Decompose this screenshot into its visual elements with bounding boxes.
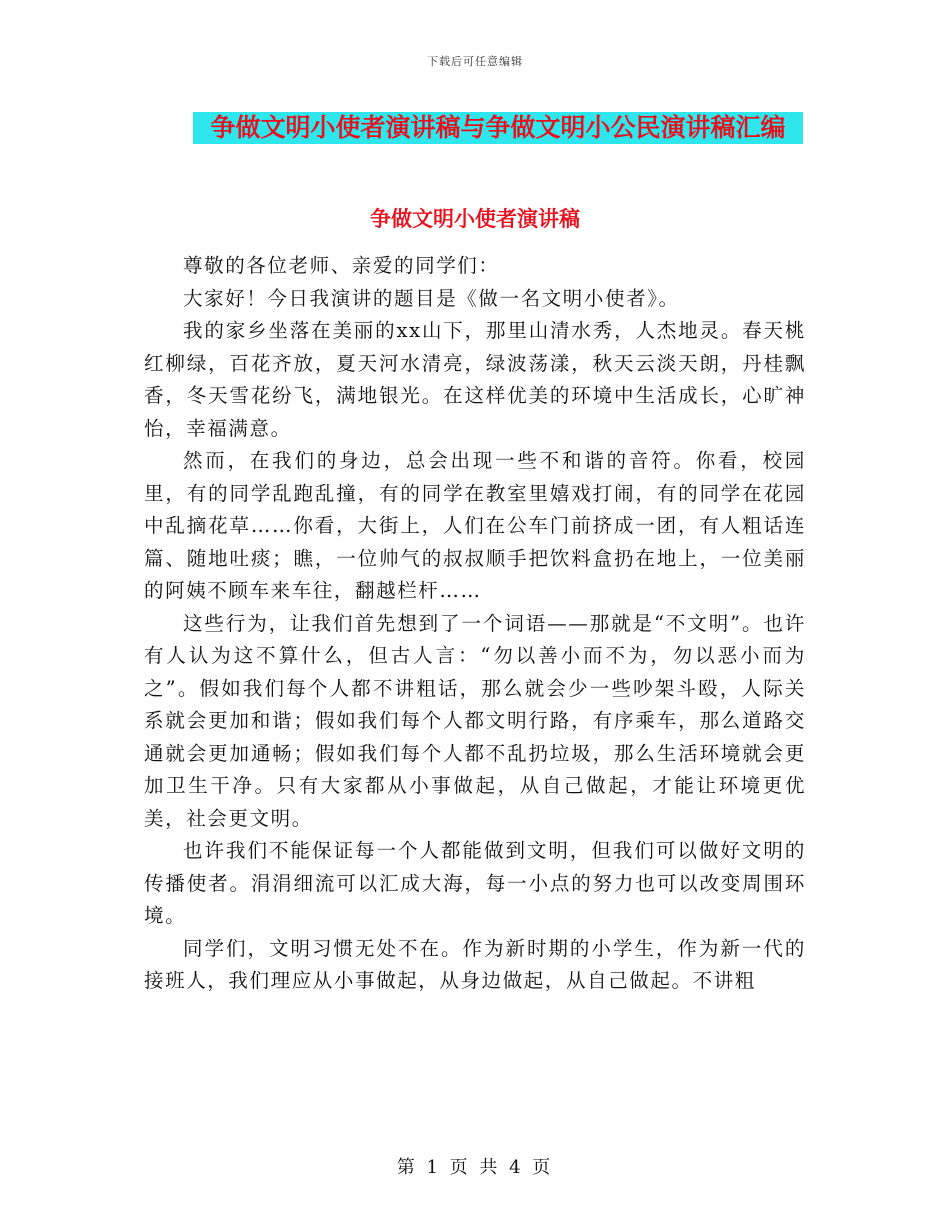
section-title: 争做文明小使者演讲稿 bbox=[370, 207, 580, 231]
paragraph-call-to-action: 同学们，文明习惯无处不在。作为新时期的小学生，作为新一代的接班人，我们理应从小事做起，从身边做起，从自己做起。不讲粗 bbox=[144, 936, 806, 992]
document-title: 争做文明小使者演讲稿与争做文明小公民演讲稿汇编 bbox=[210, 113, 786, 142]
header-note: 下载后可任意编辑 bbox=[427, 55, 523, 68]
page-number: 第 1 页 共 4 页 bbox=[396, 1157, 554, 1178]
paragraph-reflection: 这些行为，让我们首先想到了一个词语——那就是“不文明”。也许有人认为这不算什么，但古人言：“勿以善小而不为，勿以恶小而为之”。假如我们每个人都不讲粗话，那么就会少一些吵架斗殴，人际关系就会更加和谐；假如我们每个人都文明行路，有序乘车，那么道路交通就会更加通畅；假如我们每个人都不乱扔垃圾，那么生活环境就会更加卫生干净。只有大家都从小事做起，从自己做起，才能让环境更优美，社会更文明。 bbox=[144, 611, 806, 830]
paragraph-greeting: 大家好！今日我演讲的题目是《做一名文明小使者》。 bbox=[183, 286, 680, 310]
paragraph-uncivil-behaviors: 然而，在我们的身边，总会出现一些不和谐的音符。你看，校园里，有的同学乱跑乱撞，有的同学在教室里嬉戏打闹，有的同学在花园中乱摘花草……你看，大街上，人们在公车门前挤成一团，有人粗话连篇、随地吐痰；瞧，一位帅气的叔叔顺手把饮料盒扔在地上，一位美丽的阿姨不顾车来车往，翻越栏杆…… bbox=[144, 449, 806, 602]
paragraph-hometown: 我的家乡坐落在美丽的xx山下，那里山清水秀，人杰地灵。春天桃红柳绿，百花齐放，夏天河水清亮，绿波荡漾，秋天云淡天朗，丹桂飘香，冬天雪花纷飞，满地银光。在这样优美的环境中生活成长，心旷神怡，幸福满意。 bbox=[144, 319, 806, 440]
paragraph-messenger: 也许我们不能保证每一个人都能做到文明，但我们可以做好文明的传播使者。涓涓细流可以汇成大海，每一小点的努力也可以改变周围环境。 bbox=[144, 839, 806, 927]
document-body bbox=[144, 250, 806, 998]
paragraph-salutation: 尊敬的各位老师、亲爱的同学们： bbox=[183, 254, 500, 277]
